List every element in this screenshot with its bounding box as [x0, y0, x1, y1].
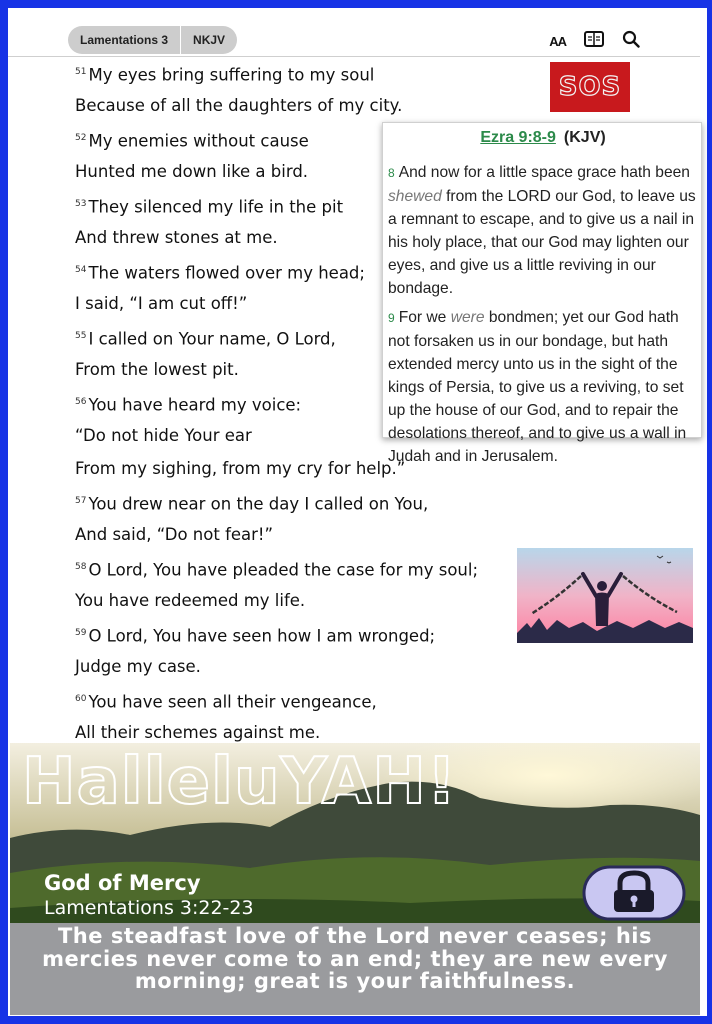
verse-text: From the lowest pit. [75, 360, 239, 379]
hallelujah-text: HalleluYAH! [22, 745, 458, 819]
text-size-icon[interactable]: AA [549, 34, 566, 49]
verse-text: You have seen all their vengeance, [88, 692, 377, 712]
verse-text: My eyes bring suffering to my soul [88, 65, 375, 85]
lock-icon[interactable] [582, 863, 686, 923]
broken-chains-image [517, 548, 693, 643]
verse-line[interactable] [75, 553, 495, 586]
verse-number: 53 [75, 199, 87, 209]
verse-text: I called on Your name, O Lord, [88, 329, 336, 349]
verse-text: O Lord, You have pleaded the case for my soul; [88, 560, 479, 580]
verse-number: 60 [75, 694, 87, 704]
toolbar [549, 30, 640, 53]
verse-text: O Lord, You have seen how I am wronged; [88, 626, 436, 646]
verse-line[interactable] [75, 652, 495, 685]
verse-text: I said, “I am cut off!” [75, 294, 248, 313]
verse-line[interactable] [75, 520, 495, 553]
god-of-mercy-banner [10, 743, 700, 1015]
verse-text: And threw stones at me. [75, 228, 278, 247]
verse-number: 54 [75, 265, 87, 275]
verse-text: My enemies without cause [88, 131, 309, 151]
verse-number: 58 [75, 562, 87, 572]
verse-text: And said, “Do not fear!” [75, 525, 274, 544]
verse-line[interactable] [75, 91, 495, 124]
broken-chains-icon [517, 548, 693, 643]
ezra-popup-card [382, 122, 702, 465]
reader-view-icon[interactable] [584, 31, 604, 52]
verse-text: Judge my case. [75, 657, 201, 676]
verse-text: Because of all the daughters of my city. [75, 96, 403, 115]
ezra-reference-link[interactable]: Ezra 9:8-9 [480, 129, 556, 146]
reader-header [8, 14, 700, 57]
banner-title: God of Mercy [44, 871, 201, 895]
banner-reference: Lamentations 3:22-23 [44, 897, 254, 919]
sos-badge [550, 62, 630, 112]
book-chapter-button[interactable]: Lamentations 3 [80, 33, 169, 47]
version-button[interactable]: NKJV [193, 33, 226, 47]
italic-word: shewed [388, 188, 442, 205]
verse-number: 59 [75, 628, 87, 638]
verse-text: “Do not hide Your ear [75, 426, 252, 445]
search-icon[interactable] [622, 30, 640, 53]
verse-text: From my sighing, from my cry for help.” [75, 459, 406, 478]
verse-text: You drew near on the day I called on You, [88, 494, 429, 514]
verse-text: You have redeemed my life. [75, 591, 306, 610]
verse-number: 52 [75, 133, 87, 143]
verse-line[interactable] [75, 619, 495, 652]
verse-text: You have heard my voice: [88, 395, 302, 415]
verse-number: 9 [388, 311, 395, 325]
verse-line[interactable] [75, 487, 495, 520]
verse-text: from the LORD our God, to leave us a remnant to escape, and to give us a nail in his holy place, that our God may lighten our eyes, and give us a little reviving in our bondage. [388, 188, 696, 297]
verse-text: The waters flowed over my head; [88, 263, 365, 283]
sos-label: SOS [558, 72, 622, 102]
verse-number: 8 [388, 166, 395, 180]
ezra-verse-8 [388, 161, 698, 300]
verse-text: bondmen; yet our God hath not forsaken us in our bondage, but hath extended mercy unto us in the sight of the kings of Persia, to give us a reviving, to set up the house of our God, and to repair the desolations thereof, and to give us a wall in Judah and in Jerusalem. [388, 309, 687, 465]
verse-text: For we [398, 309, 447, 326]
ezra-verse-9 [388, 306, 698, 468]
verse-text: Hunted me down like a bird. [75, 162, 309, 181]
verse-number: 56 [75, 397, 87, 407]
verse-line[interactable] [75, 586, 495, 619]
italic-word: were [450, 309, 485, 326]
verse-number: 57 [75, 496, 87, 506]
verse-number: 51 [75, 67, 87, 77]
verse-text: They silenced my life in the pit [88, 197, 344, 217]
verse-line[interactable] [75, 685, 495, 718]
ezra-version: (KJV) [563, 129, 606, 146]
mercy-quote: The steadfast love of the Lord never ceases; his mercies never come to an end; they are new every morning; great is your faithfulness. [10, 923, 700, 1015]
ezra-heading [388, 129, 698, 147]
passage-selector[interactable] [68, 26, 237, 54]
verse-line[interactable] [75, 58, 495, 91]
verse-text: All their schemes against me. [75, 723, 321, 742]
verse-text: And now for a little space grace hath been [398, 164, 690, 181]
verse-number: 55 [75, 331, 87, 341]
